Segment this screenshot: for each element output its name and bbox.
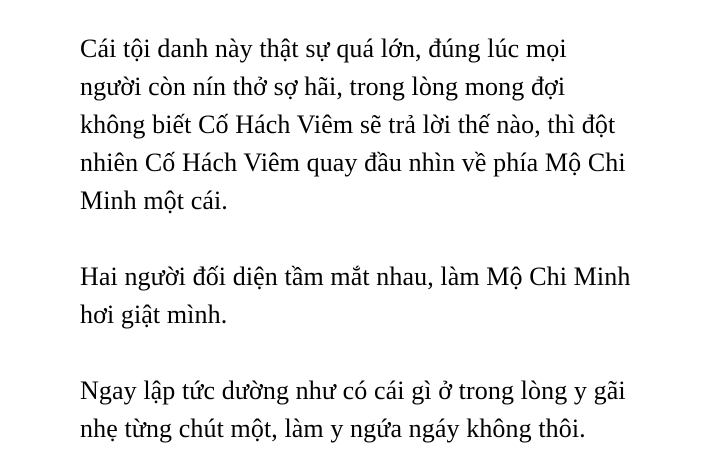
text-line: hơi giật mình. xyxy=(80,300,228,329)
text-line: người còn nín thở sợ hãi, trong lòng mong đợi xyxy=(80,72,566,101)
paragraph xyxy=(80,30,680,220)
text-line: Hai người đối diện tầm mắt nhau, làm Mộ Chi Minh xyxy=(80,262,631,291)
paragraph xyxy=(80,258,680,334)
paragraph xyxy=(80,372,680,448)
text-line: Cái tội danh này thật sự quá lớn, đúng lúc mọi xyxy=(80,34,567,63)
text-line: không biết Cố Hách Viêm sẽ trả lời thế nào, thì đột xyxy=(80,110,616,139)
text-line: Minh một cái. xyxy=(80,186,228,215)
text-line: nhẹ từng chút một, làm y ngứa ngáy không thôi. xyxy=(80,414,586,443)
text-line: nhiên Cố Hách Viêm quay đầu nhìn về phía Mộ Chi xyxy=(80,148,626,177)
text-line: Ngay lập tức dường như có cái gì ở trong lòng y gãi xyxy=(80,376,626,405)
page-text xyxy=(80,30,680,448)
